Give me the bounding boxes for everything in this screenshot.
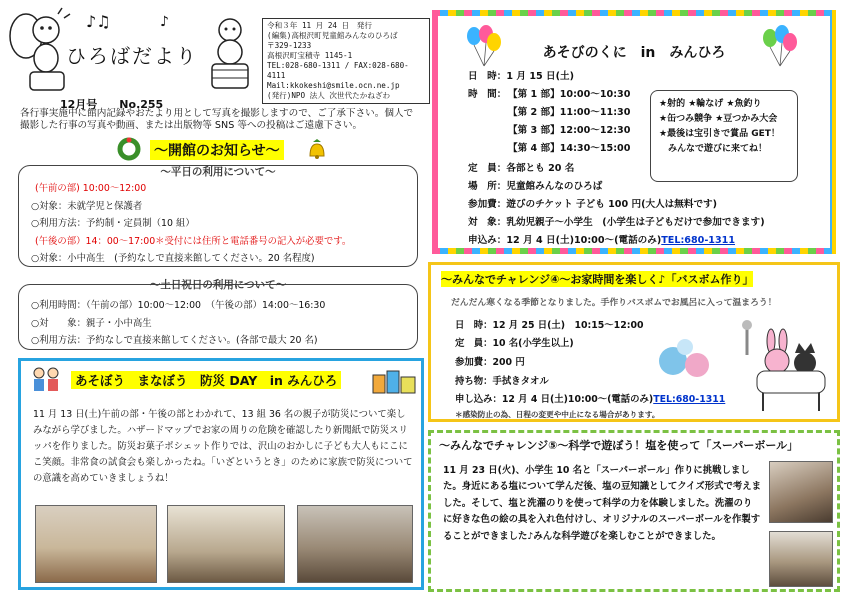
weekday-afternoon-target: ○対象：小中高生 (予約なしで直接来館してください。20 名程度) (31, 253, 315, 264)
weekday-morning-time: (午前の部) 10:00～12:00 (35, 183, 147, 194)
challenge-4-title: ～みんなでチャレンジ④～お家時間を楽しく♪「バスボム作り」 (441, 273, 754, 286)
asobi-no-kuni-section (432, 10, 836, 254)
balloons-icon (760, 24, 800, 70)
challenge-4-apply-text: 申し込み：12 月 4 日(土)10:00～(電話のみ) (455, 394, 654, 405)
games-line-1: ★射的 ★輪なげ ★魚釣り (659, 99, 762, 109)
challenge-5-section (428, 430, 840, 592)
tel-fax: TEL:028-680-1311 / FAX:028-680-4111 (267, 61, 409, 80)
bell-icon (304, 136, 330, 162)
weekday-morning-method: ○利用方法：予約制・定員制（10 組） (31, 218, 195, 229)
family-illustration (29, 365, 63, 395)
weekday-afternoon-time: (午後の部）14：00～17:00＊受付には住所と電話番号の記入が必要です。 (35, 236, 352, 247)
challenge-4-section (428, 262, 840, 422)
asobi-date: 日 時：1 月 15 日(土) (468, 71, 574, 82)
animals-on-stump-illustration (200, 12, 260, 92)
issue-number: 12月号 No.255 (60, 98, 164, 111)
challenge-4-lead: だんだん寒くなる季節となりました。手作りバスボムでお風呂に入って温まろう！ (451, 298, 777, 308)
asobi-place: 場 所：児童館みんなのひろば (468, 181, 603, 192)
asobi-apply (468, 232, 735, 246)
emergency-supplies-illustration (371, 367, 417, 395)
mail: Mail:kkokeshi@smile.ocn.ne.jp (267, 81, 400, 90)
weekday-morning-target: ○対象：未就学児と保護者 (31, 201, 143, 212)
weekend-usage-box (18, 279, 418, 350)
asobi-capacity: 定 員：各部とも 20 名 (468, 163, 575, 174)
asobi-fee: 参加費：遊びのチケット 子ども 100 円(大人は無料です) (468, 199, 718, 210)
challenge-5-photo-1 (769, 461, 833, 523)
newsletter-title: ひろばだより (66, 44, 198, 68)
rabbit-and-cat-bath-illustration (737, 319, 833, 419)
weekend-method: ○利用方法：予約なしで直接来館してください。(各部で最大 20 名) (31, 335, 318, 346)
asobi-part-2: 【第 2 部】11:00～11:30 (508, 107, 631, 118)
asobi-target: 対 象：乳幼児親子～小学生 (小学生は子どもだけで参加できます) (468, 217, 765, 228)
disaster-photo-1 (35, 505, 157, 583)
photo-notice-text: 各行事実施中に館内記録やおたより用として写真を撮影しますので、ご了承下さい。個人で撮影した行事の写真や動画、または出版物等 SNS 等への投稿はご遠慮下さい。 (20, 108, 414, 131)
wreath-icon (116, 136, 142, 162)
challenge-4-apply (455, 391, 725, 405)
challenge-5-title: ～みんなでチャレンジ⑤～科学で遊ぼう！塩を使って「スーパーボール」 (439, 439, 799, 452)
disaster-photo-3 (297, 505, 413, 583)
music-note-icon: ♪ (160, 14, 169, 30)
weekend-target: ○対 象：親子・小中高生 (31, 318, 152, 329)
challenge-4-date: 日 時：12 月 25 日(土) 10:15～12:00 (455, 320, 644, 331)
publish-date: 令和３年 11 月 24 日 発行 (267, 21, 372, 30)
challenge-4-apply-tel-link[interactable]: TEL:680-1311 (653, 394, 726, 405)
weekend-time: ○利用時間：（午前の部）10:00～12:00 （午後の部）14:00～16:30 (31, 300, 326, 311)
games-list-box (650, 90, 798, 182)
games-line-4: みんなで遊びに来てね！ (659, 144, 768, 154)
disaster-day-report: 11 月 13 日(土)午前の部・午後の部とわかれて、13 組 36 名の親子が防災について楽しみながら学びました。ハザードマップでお家の周りの危険を確認したり新聞紙で防災スリッパを作りました。防災お菓子ポシェット作りでは、沢山のおかしに子ども大人もにこにこ笑顔。非常食の試食会も楽しかったね。「いざというとき」のために家族で防災についての意識を高めていきましょうね！ (33, 409, 413, 484)
bath-bomb-illustration (655, 335, 715, 385)
music-note-icon: ♪♫ (86, 12, 111, 31)
games-line-3: ★最後は宝引きで賞品 GET！ (659, 129, 780, 139)
address: 高根沢町宝積寺 1145-1 (267, 51, 353, 60)
challenge-5-report: 11 月 23 日(火)、小学生 10 名と「スーパーボール」作りに挑戦しました。身近にある塩について学んだ後、塩の豆知識としてクイズ形式で考えました。そして、塩と洗濯のりを使って科学の力を体験しました。洗濯のりに好きな色の絵の具を入れ色付けし、オリジナルのスーパーボールを作製することができました♪みんな科学遊びを楽しむことができました。 (443, 465, 762, 542)
publisher-info-box (262, 18, 430, 104)
challenge-4-fee: 参加費：200 円 (455, 357, 525, 368)
asobi-part-4: 【第 4 部】14:30～15:00 (508, 143, 631, 154)
asobi-apply-text: 申込み：12 月 4 日(土)10:00～(電話のみ) (468, 235, 662, 246)
games-line-2: ★缶つみ競争 ★豆つかみ大会 (659, 114, 778, 124)
challenge-4-capacity: 定 員：10 名(小学生以上) (455, 338, 574, 349)
challenge-4-note: ＊感染防止の為、日程の変更や中止になる場合があります。 (455, 410, 660, 419)
asobi-time-label: 時 間： (468, 89, 507, 100)
postal-code: 〒329-1233 (267, 41, 312, 50)
asobi-no-kuni-title: あそびのくに in みんひろ (542, 45, 726, 61)
editor: (編集)高根沢町児童館みんなのひろば (267, 31, 398, 40)
challenge-5-photo-2 (769, 531, 833, 587)
disaster-day-title: あそぼう まなぼう 防災 DAY in みんひろ (71, 371, 341, 389)
asobi-part-3: 【第 3 部】12:00～12:30 (508, 125, 631, 136)
asobi-part-1: 【第 1 部】10:00～10:30 (508, 89, 631, 100)
issuer: (発行)NPO 法人 次世代たかねざわ (267, 91, 391, 100)
disaster-day-section (18, 358, 424, 590)
challenge-4-bring: 持ち物：手拭きタオル (455, 376, 549, 387)
weekday-usage-box (18, 165, 418, 267)
weekday-heading: ～平日の利用について～ (160, 166, 276, 178)
opening-notice-title: ～開館のお知らせ～ (150, 140, 284, 160)
asobi-apply-tel-link[interactable]: TEL:680-1311 (661, 235, 736, 246)
disaster-photo-2 (167, 505, 285, 583)
weekend-heading: ～土日祝日の利用について～ (149, 279, 287, 291)
